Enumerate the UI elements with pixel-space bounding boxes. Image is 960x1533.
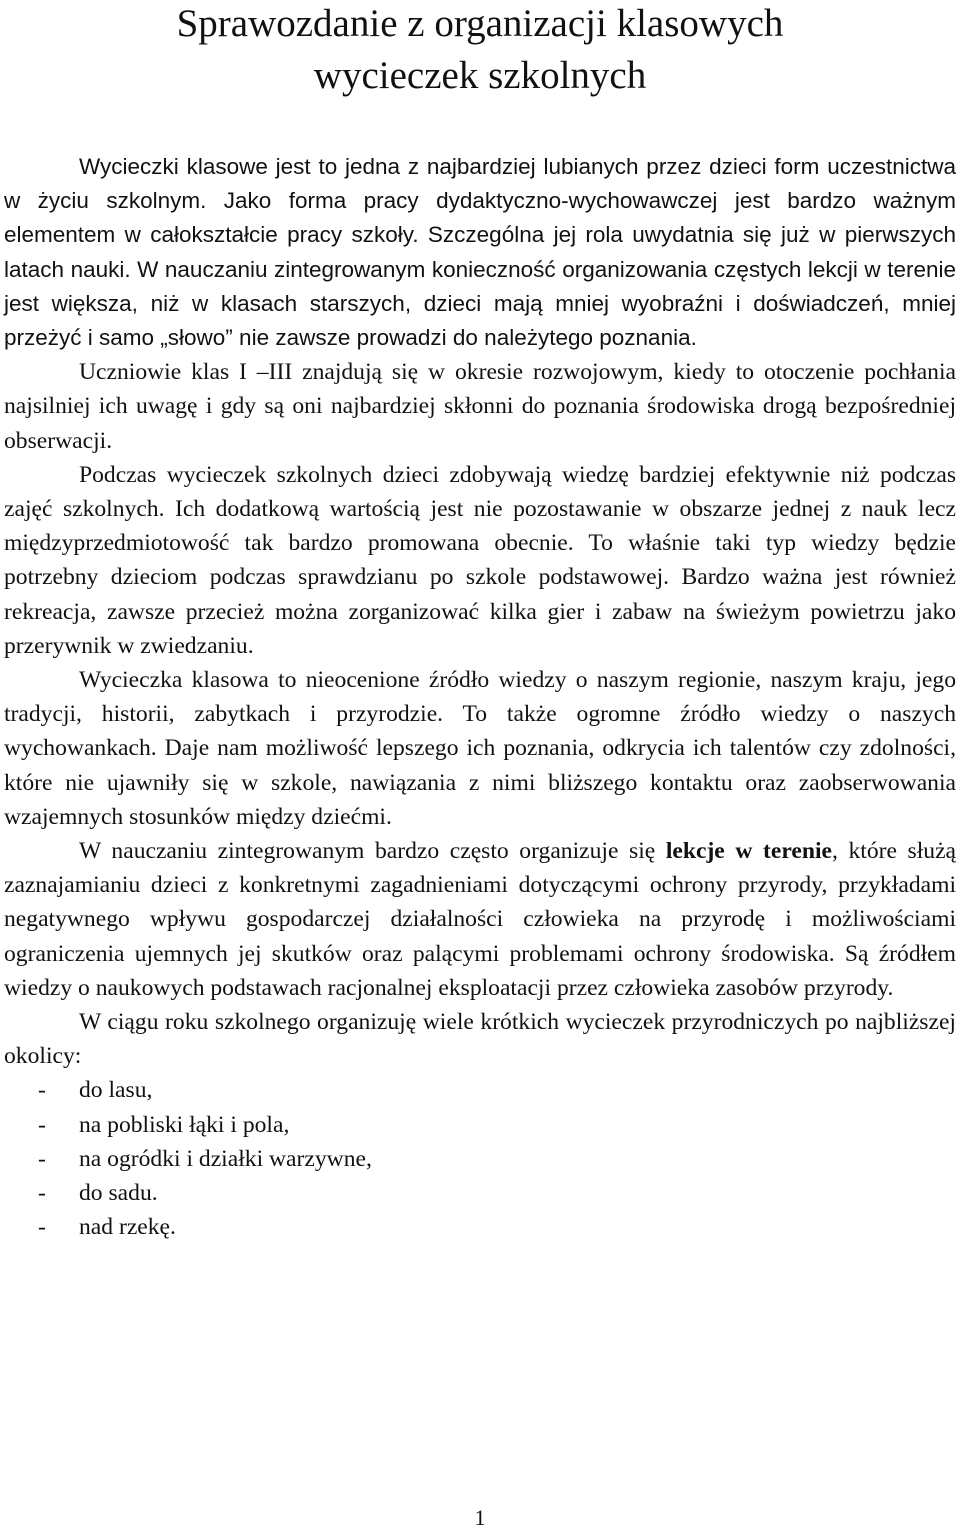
list-item-text: do sadu. — [79, 1180, 158, 1207]
list-marker: - — [38, 1111, 46, 1138]
document-body — [4, 150, 956, 1245]
paragraph-4: Wycieczka klasowa to nieocenione źródło wiedzy o naszym regionie, naszym kraju, jego tradycji, historii, zabytkach i przyrodzie. To także ogromne źródło wiedzy o naszych wychowankach. Daje nam możliwość lepszego ich poznania, odkrycia ich talentów czy zdolności, które nie ujawniły się w szkole, nawiązania z nimi bliższego kontaktu oraz zaobserwowania wzajemnych stosunków między dziećmi. — [4, 667, 956, 830]
list-item — [4, 1176, 956, 1210]
document-title — [0, 0, 960, 102]
paragraph-1: Wycieczki klasowe jest to jedna z najbardziej lubianych przez dzieci form uczestnictwa w życiu szkolnym. Jako forma pracy dydaktyczno-wychowawczej jest bardzo ważnym elementem w całokształcie pracy szkoły. Szczególna jej rola uwydatnia się już w pierwszych latach nauki. W nauczaniu zintegrowanym konieczność organizowania częstych lekcji w terenie jest większa, niż w klasach starszych, dzieci mają mniej wyobraźni i doświadczeń, mniej przeżyć i samo „słowo” nie zawsze prowadzi do należytego poznania. — [4, 154, 956, 351]
list-item-text: na ogródki i działki warzywne, — [79, 1145, 372, 1172]
list-marker: - — [38, 1077, 46, 1104]
paragraph-5-bold: lekcje w terenie — [665, 838, 832, 865]
list-item — [4, 1108, 956, 1142]
page-number: 1 — [474, 1505, 486, 1530]
title-line-2: wycieczek szkolnych — [313, 54, 647, 97]
list-item — [4, 1142, 956, 1176]
paragraph-2: Uczniowie klas I –III znajdują się w okresie rozwojowym, kiedy to otoczenie pochłania najsilniej ich uwagę i gdy są oni najbardziej skłonni do poznania środowiska drogą bezpośredniej obserwacji. — [4, 359, 956, 454]
list-item-text: nad rzekę. — [79, 1214, 176, 1241]
list-item — [4, 1210, 956, 1244]
list-marker: - — [38, 1214, 46, 1241]
paragraph-5-before: W nauczaniu zintegrowanym bardzo często organizuje się — [79, 838, 666, 865]
list-item-text: na pobliski łąki i pola, — [79, 1111, 290, 1138]
paragraph-5-after: , które służą zaznajamianiu dzieci z konkretnymi zagadnieniami dotyczącymi ochrony przyrody, przykładami negatywnego wpływu gospodarczej działalności człowieka na przyrodę i możliwościami ograniczenia ujemnych jej skutków oraz palącymi problemami ochrony środowiska. Są źródłem wiedzy o naukowych podstawach racjonalnej eksploatacji przez człowieka zasobów przyrody. — [4, 838, 957, 1001]
paragraph-3: Podczas wycieczek szkolnych dzieci zdobywają wiedzę bardziej efektywnie niż podczas zajęć szkolnych. Ich dodatkową wartością jest nie pozostawanie w obszarze jednej z nauk lecz międzyprzedmiotowość tak bardzo promowana obecnie. To właśnie taki typ wiedzy będzie potrzebny dzieciom podczas sprawdzianu po szkole podstawowej. Bardzo ważna jest również rekreacja, zawsze przecież można zorganizować kilka gier i zabaw na świeżym powietrzu jako przerywnik w zwiedzaniu. — [4, 461, 956, 659]
list-marker: - — [38, 1180, 46, 1207]
title-line-1: Sprawozdanie z organizacji klasowych — [176, 2, 784, 45]
list-item-text: do lasu, — [79, 1077, 153, 1104]
paragraph-6: W ciągu roku szkolnego organizuję wiele krótkich wycieczek przyrodniczych po najbliższej okolicy: — [4, 1009, 956, 1070]
paragraph-5 — [4, 834, 956, 1005]
list-marker: - — [38, 1145, 46, 1172]
list-item — [4, 1073, 956, 1107]
trip-destination-list — [4, 1073, 956, 1244]
